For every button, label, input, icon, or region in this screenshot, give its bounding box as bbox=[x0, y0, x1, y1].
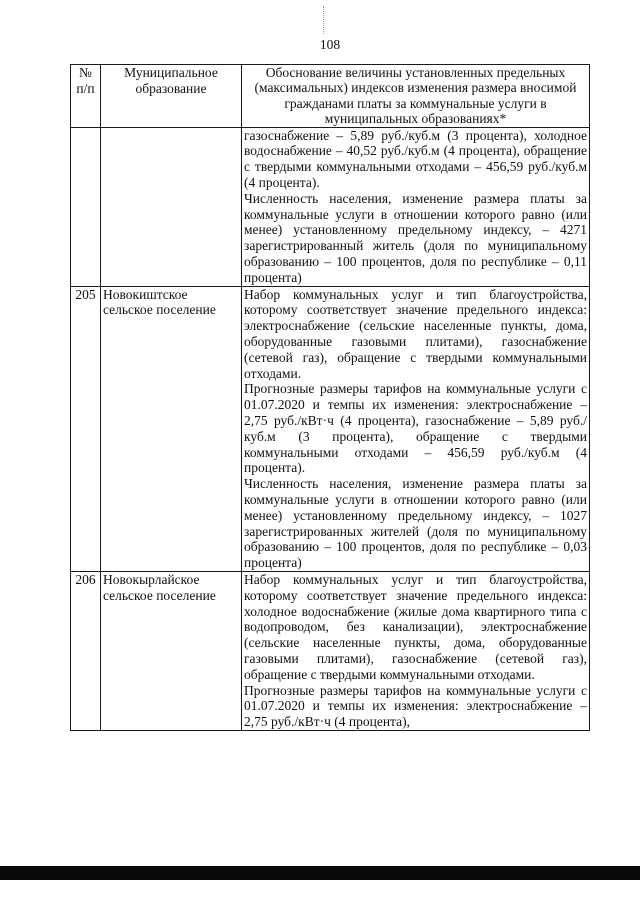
page-number: 108 bbox=[319, 37, 341, 52]
justification-paragraph: Набор коммунальных услуг и тип благоустройства, которому соответствует значение предельного индекса: электроснабжение (сельские населенные пункты, дома, оборудованные газовыми плитами), газоснабжение (сетевой газ), обращение с твердыми коммунальными отходами. bbox=[244, 286, 587, 381]
municipal-index-table bbox=[70, 64, 590, 731]
header-number: № п/п bbox=[71, 65, 101, 128]
justification-paragraph: Набор коммунальных услуг и тип благоустройства, которому соответствует значение предельного индекса: холодное водоснабжение (жилые дома квартирного типа с водопроводом, без канализации), электроснабжение (сельские населенные пункты, дома, оборудованные газовыми плитами), газоснабжение (сетевой газ), обращение с твердыми коммунальными отходами. bbox=[244, 571, 587, 682]
header-municipality: Муниципальное образование bbox=[101, 65, 242, 128]
justification-paragraph: Численность населения, изменение размера платы за коммунальные услуги в отношении которого равно (или менее) установленному предельному индексу, – 1027 зарегистрированных жителей (доля по муниципальному образованию – 100 процентов, доля по республике – 0,03 процента) bbox=[244, 476, 587, 571]
table-header-row bbox=[71, 65, 590, 128]
header-justification: Обоснование величины установленных предельных (максимальных) индексов изменения размера вносимой гражданами платы за коммунальные услуги в муниципальных образованиях* bbox=[242, 65, 590, 128]
scan-bottom-edge bbox=[0, 866, 640, 880]
table-row-206 bbox=[71, 571, 590, 730]
row-municipality bbox=[101, 127, 242, 286]
justification-paragraph: Прогнозные размеры тарифов на коммунальные услуги с 01.07.2020 и темпы их изменения: электроснабжение – 2,75 руб./кВт·ч (4 процента), bbox=[244, 682, 587, 730]
table-row-continuation bbox=[71, 127, 590, 286]
row-justification bbox=[242, 127, 590, 286]
table-row-205 bbox=[71, 286, 590, 571]
row-justification bbox=[242, 571, 590, 730]
row-municipality: Новокиштское сельское поселение bbox=[101, 286, 242, 571]
justification-paragraph: Численность населения, изменение размера платы за коммунальные услуги в отношении которого равно (или менее) установленному предельному индексу, – 4271 зарегистрированный житель (доля по муниципальному образованию – 100 процентов, доля по республике – 0,11 процента) bbox=[244, 190, 587, 285]
row-number bbox=[71, 127, 101, 286]
row-municipality: Новокырлайское сельское поселение bbox=[101, 571, 242, 730]
row-number: 205 bbox=[71, 286, 101, 571]
justification-paragraph: Прогнозные размеры тарифов на коммунальные услуги с 01.07.2020 и темпы их изменения: электроснабжение – 2,75 руб./кВт·ч (4 процента), газоснабжение – 5,89 руб./куб.м (3 процента), обращение с твердыми коммунальными отходами – 456,59 руб./куб.м (4 процента). bbox=[244, 381, 587, 476]
row-number: 206 bbox=[71, 571, 101, 730]
scan-artifact-line bbox=[323, 6, 325, 34]
row-justification bbox=[242, 286, 590, 571]
justification-paragraph: газоснабжение – 5,89 руб./куб.м (3 процента), холодное водоснабжение – 40,52 руб./куб.м (4 процента), обращение с твердыми коммунальными отходами – 456,59 руб./куб.м (4 процента). bbox=[244, 127, 587, 191]
